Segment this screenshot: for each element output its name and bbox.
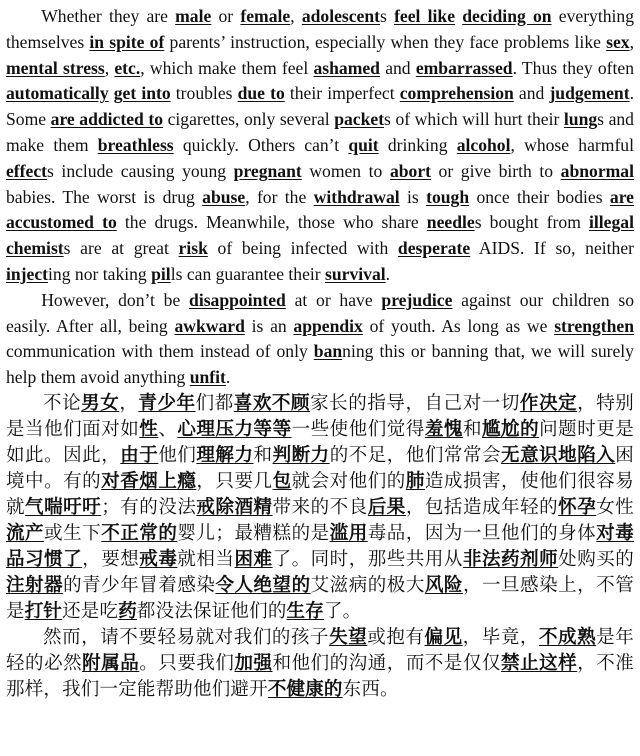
vocab-keyword: quit bbox=[348, 134, 379, 155]
vocab-keyword: etc. bbox=[114, 57, 141, 78]
text-run: s bbox=[380, 6, 395, 26]
text-run: s and make them bbox=[6, 109, 634, 155]
vocab-keyword: tough bbox=[426, 186, 470, 207]
text-run: parents’ instruction, especially when they face problems like bbox=[164, 31, 607, 52]
text-run: 毒品，因为一旦他们的身体 bbox=[367, 522, 597, 544]
vocab-keyword: pregnant bbox=[233, 160, 302, 181]
text-run: 的不足，他们常常会 bbox=[329, 444, 502, 466]
chinese-paragraph bbox=[6, 391, 634, 625]
vocab-keyword: prejudice bbox=[381, 289, 453, 310]
vocab-keyword: 不成熟 bbox=[538, 626, 597, 648]
vocab-keyword: 令人绝望的 bbox=[215, 574, 311, 596]
vocab-keyword: 生存 bbox=[286, 600, 324, 622]
text-run: 不论 bbox=[43, 392, 82, 414]
vocab-keyword: 性 bbox=[139, 418, 159, 440]
text-run: , whose harmful bbox=[510, 134, 634, 155]
vocab-keyword: ashamed bbox=[313, 57, 380, 78]
text-run: 、 bbox=[158, 418, 178, 440]
text-run: is an bbox=[244, 315, 294, 336]
vocab-keyword: 怀孕 bbox=[558, 496, 597, 518]
text-run: everything themselves bbox=[6, 6, 635, 52]
vocab-keyword: 心理压力等等 bbox=[177, 418, 292, 440]
text-run: troubles bbox=[170, 83, 238, 104]
text-run: or bbox=[211, 6, 241, 26]
text-run: against our children so easily. After all, being bbox=[6, 289, 634, 336]
vocab-keyword: effect bbox=[6, 160, 48, 181]
text-run: 婴儿；最糟糕的是 bbox=[177, 522, 330, 544]
text-run: ，特别是当他们面对如 bbox=[6, 392, 635, 440]
text-run: 家长的指导，自己对一切 bbox=[310, 392, 520, 414]
text-run: 和 bbox=[253, 444, 273, 466]
bilingual-text bbox=[6, 4, 634, 703]
vocab-keyword: get into bbox=[113, 83, 171, 104]
vocab-keyword: abort bbox=[389, 160, 431, 181]
vocab-keyword: 对香烟上瘾 bbox=[101, 470, 197, 492]
vocab-keyword: 困难 bbox=[234, 548, 273, 570]
vocab-keyword: illegal bbox=[589, 212, 634, 233]
text-run: ，一旦感染上，不管是 bbox=[6, 574, 634, 622]
text-run: 和 bbox=[462, 418, 483, 440]
vocab-keyword: 青少年 bbox=[138, 392, 196, 414]
vocab-keyword: abuse bbox=[202, 186, 246, 207]
vocab-keyword: 肺 bbox=[405, 470, 425, 492]
text-run: ing nor taking bbox=[48, 263, 152, 284]
text-run: ，只要几 bbox=[196, 470, 273, 492]
english-paragraph bbox=[6, 4, 634, 288]
text-run: 东西。 bbox=[342, 678, 399, 700]
text-run: 带来的不良 bbox=[272, 496, 368, 518]
text-run: . Thus they often bbox=[512, 57, 635, 78]
vocab-keyword: 滥用 bbox=[329, 522, 368, 544]
text-run: However, don’t be bbox=[41, 289, 190, 310]
text-run: their imperfect bbox=[284, 83, 400, 104]
text-run: 问题时更是如此。因此， bbox=[6, 418, 634, 466]
vocab-keyword: 禁止这样 bbox=[501, 652, 578, 674]
vocab-keyword: survival bbox=[325, 263, 386, 284]
text-run: , which make them feel bbox=[140, 57, 314, 78]
text-run: 他们 bbox=[158, 444, 197, 466]
vocab-keyword: 注射器 bbox=[6, 574, 64, 596]
text-run: and bbox=[379, 57, 416, 78]
vocab-keyword: strengthen bbox=[554, 315, 635, 336]
vocab-keyword: 判断力 bbox=[272, 444, 330, 466]
vocab-keyword: 不正常的 bbox=[101, 522, 178, 544]
vocab-keyword: desperate bbox=[397, 238, 471, 259]
chinese-paragraph bbox=[6, 625, 634, 703]
text-run: 然而，请不要轻易就对我们的孩子 bbox=[43, 626, 330, 648]
vocab-keyword: abnormal bbox=[560, 160, 634, 181]
text-run: ，包括造成年轻的 bbox=[405, 496, 559, 518]
vocab-keyword: appendix bbox=[293, 315, 363, 336]
vocab-keyword: 气喘吁吁 bbox=[25, 496, 102, 518]
text-run: or give birth to bbox=[430, 160, 561, 181]
vocab-keyword: are addicted to bbox=[50, 109, 164, 130]
vocab-keyword: 后果 bbox=[367, 496, 406, 518]
vocab-keyword: 偏见 bbox=[424, 626, 463, 648]
vocab-keyword: male bbox=[175, 6, 212, 26]
vocab-keyword: are accustomed to bbox=[6, 186, 634, 233]
text-run: 就会对他们的 bbox=[291, 470, 406, 492]
vocab-keyword: disappointed bbox=[189, 289, 286, 310]
vocab-keyword: unfit bbox=[189, 367, 226, 388]
vocab-keyword: judgement bbox=[549, 83, 630, 104]
text-run: 是年轻的必然 bbox=[6, 626, 634, 674]
text-run: s are at great bbox=[63, 238, 179, 259]
text-run: drinking bbox=[378, 134, 457, 155]
text-run: . bbox=[385, 263, 391, 284]
text-run: 了。 bbox=[323, 600, 362, 622]
vocab-keyword: female bbox=[240, 6, 291, 26]
vocab-keyword: 戒毒 bbox=[139, 548, 178, 570]
vocab-keyword: 流产 bbox=[6, 522, 45, 544]
vocab-keyword: in spite of bbox=[89, 31, 165, 52]
text-run: of youth. As long as we bbox=[362, 315, 555, 336]
text-run: communication with them instead of only bbox=[6, 341, 314, 362]
text-run: AIDS. If so, neither bbox=[470, 238, 635, 259]
vocab-keyword: pil bbox=[151, 263, 171, 284]
text-run: s include causing young bbox=[47, 160, 234, 181]
vocab-keyword: due to bbox=[237, 83, 285, 104]
vocab-keyword: 理解力 bbox=[196, 444, 254, 466]
vocab-keyword: automatically bbox=[6, 83, 109, 104]
vocab-keyword: risk bbox=[178, 238, 208, 259]
vocab-keyword: awkward bbox=[174, 315, 245, 336]
text-run: and bbox=[513, 83, 550, 104]
text-run: ，要想 bbox=[82, 548, 140, 570]
vocab-keyword: 风险 bbox=[424, 574, 463, 596]
text-run: is bbox=[399, 186, 427, 207]
vocab-keyword: 尴尬的 bbox=[482, 418, 540, 440]
text-run: the drugs. Meanwhile, those who share bbox=[116, 212, 427, 233]
vocab-keyword: 附属品 bbox=[82, 652, 140, 674]
vocab-keyword: lung bbox=[563, 109, 598, 130]
text-run: ls can guarantee their bbox=[170, 263, 326, 284]
text-run: 处购买的 bbox=[558, 548, 634, 570]
vocab-keyword: feel like bbox=[394, 6, 456, 26]
vocab-keyword: 由于 bbox=[120, 444, 159, 466]
text-run: s bought from bbox=[474, 212, 590, 233]
text-run: ，不准那样，我们一定能帮助他们避开 bbox=[6, 652, 634, 700]
text-run: ， bbox=[119, 392, 139, 414]
vocab-keyword: 对毒品习惯了 bbox=[6, 522, 634, 570]
text-run: 都没法保证他们的 bbox=[136, 600, 287, 622]
text-run: , for the bbox=[245, 186, 314, 207]
vocab-keyword: 羞愧 bbox=[424, 418, 463, 440]
text-run: once their bodies bbox=[469, 186, 610, 207]
vocab-keyword: breathless bbox=[97, 134, 174, 155]
vocab-keyword: 不健康的 bbox=[267, 678, 343, 700]
vocab-keyword: sex bbox=[606, 31, 630, 52]
vocab-keyword: chemist bbox=[6, 238, 64, 259]
vocab-keyword: 失望 bbox=[329, 626, 368, 648]
text-run: of being infected with bbox=[207, 238, 398, 259]
text-run: , bbox=[290, 6, 302, 26]
text-run: ning this or banning that, we will surely help them avoid anything bbox=[6, 341, 634, 388]
text-run: 一些使他们觉得 bbox=[291, 418, 425, 440]
text-run: 们都 bbox=[195, 392, 234, 414]
text-run: 就相当 bbox=[177, 548, 235, 570]
text-run: 或生下 bbox=[44, 522, 102, 544]
text-run: 的青少年冒着感染 bbox=[63, 574, 216, 596]
vocab-keyword: packet bbox=[334, 109, 385, 130]
vocab-keyword: mental stress bbox=[6, 57, 105, 78]
text-run: 或抱有 bbox=[367, 626, 425, 648]
text-run: 造成损害，使他们很容易就 bbox=[6, 470, 634, 518]
text-run: at or have bbox=[285, 289, 382, 310]
text-run: . bbox=[225, 367, 231, 388]
vocab-keyword: alcohol bbox=[456, 134, 511, 155]
text-run: 。只要我们 bbox=[139, 652, 235, 674]
text-run: . Some bbox=[6, 83, 634, 130]
text-run: 困境中。有的 bbox=[6, 444, 634, 492]
text-run: s of which will hurt their bbox=[384, 109, 564, 130]
vocab-keyword: adolescent bbox=[301, 6, 380, 26]
text-run: , bbox=[629, 31, 634, 52]
text-run: , bbox=[104, 57, 115, 78]
vocab-keyword: ban bbox=[313, 341, 343, 362]
vocab-keyword: 男女 bbox=[81, 392, 120, 414]
text-run: 艾滋病的极大 bbox=[310, 574, 425, 596]
text-run: 了。同时，那些共用从 bbox=[272, 548, 463, 570]
vocab-keyword: embarrassed bbox=[415, 57, 513, 78]
text-run: 和他们的沟通，而不是仅仅 bbox=[272, 652, 502, 674]
text-run: cigarettes, only several bbox=[163, 109, 335, 130]
vocab-keyword: 包 bbox=[272, 470, 292, 492]
english-paragraph bbox=[6, 288, 634, 391]
vocab-keyword: 戒除酒精 bbox=[196, 496, 273, 518]
vocab-keyword: needle bbox=[426, 212, 475, 233]
vocab-keyword: inject bbox=[6, 263, 49, 284]
text-run: women to bbox=[301, 160, 390, 181]
vocab-keyword: 无意识地陷入 bbox=[501, 444, 616, 466]
vocab-keyword: 加强 bbox=[234, 652, 273, 674]
text-run: quickly. Others can’t bbox=[173, 134, 349, 155]
text-run: ，毕竟， bbox=[462, 626, 539, 648]
text-run: babies. The worst is drug bbox=[6, 186, 203, 207]
vocab-keyword: 非法药剂师 bbox=[462, 548, 559, 570]
vocab-keyword: comprehension bbox=[399, 83, 514, 104]
vocab-keyword: 作决定 bbox=[519, 392, 578, 414]
text-run: 女性 bbox=[596, 496, 634, 518]
vocab-keyword: withdrawal bbox=[313, 186, 400, 207]
text-run: Whether they are bbox=[41, 6, 176, 26]
text-run: ；有的没法 bbox=[101, 496, 197, 518]
text-run: 还是吃 bbox=[62, 600, 119, 622]
vocab-keyword: 打针 bbox=[24, 600, 63, 622]
vocab-keyword: deciding on bbox=[462, 6, 552, 26]
vocab-keyword: 药 bbox=[118, 600, 137, 622]
vocab-keyword: 喜欢不顾 bbox=[233, 392, 311, 414]
